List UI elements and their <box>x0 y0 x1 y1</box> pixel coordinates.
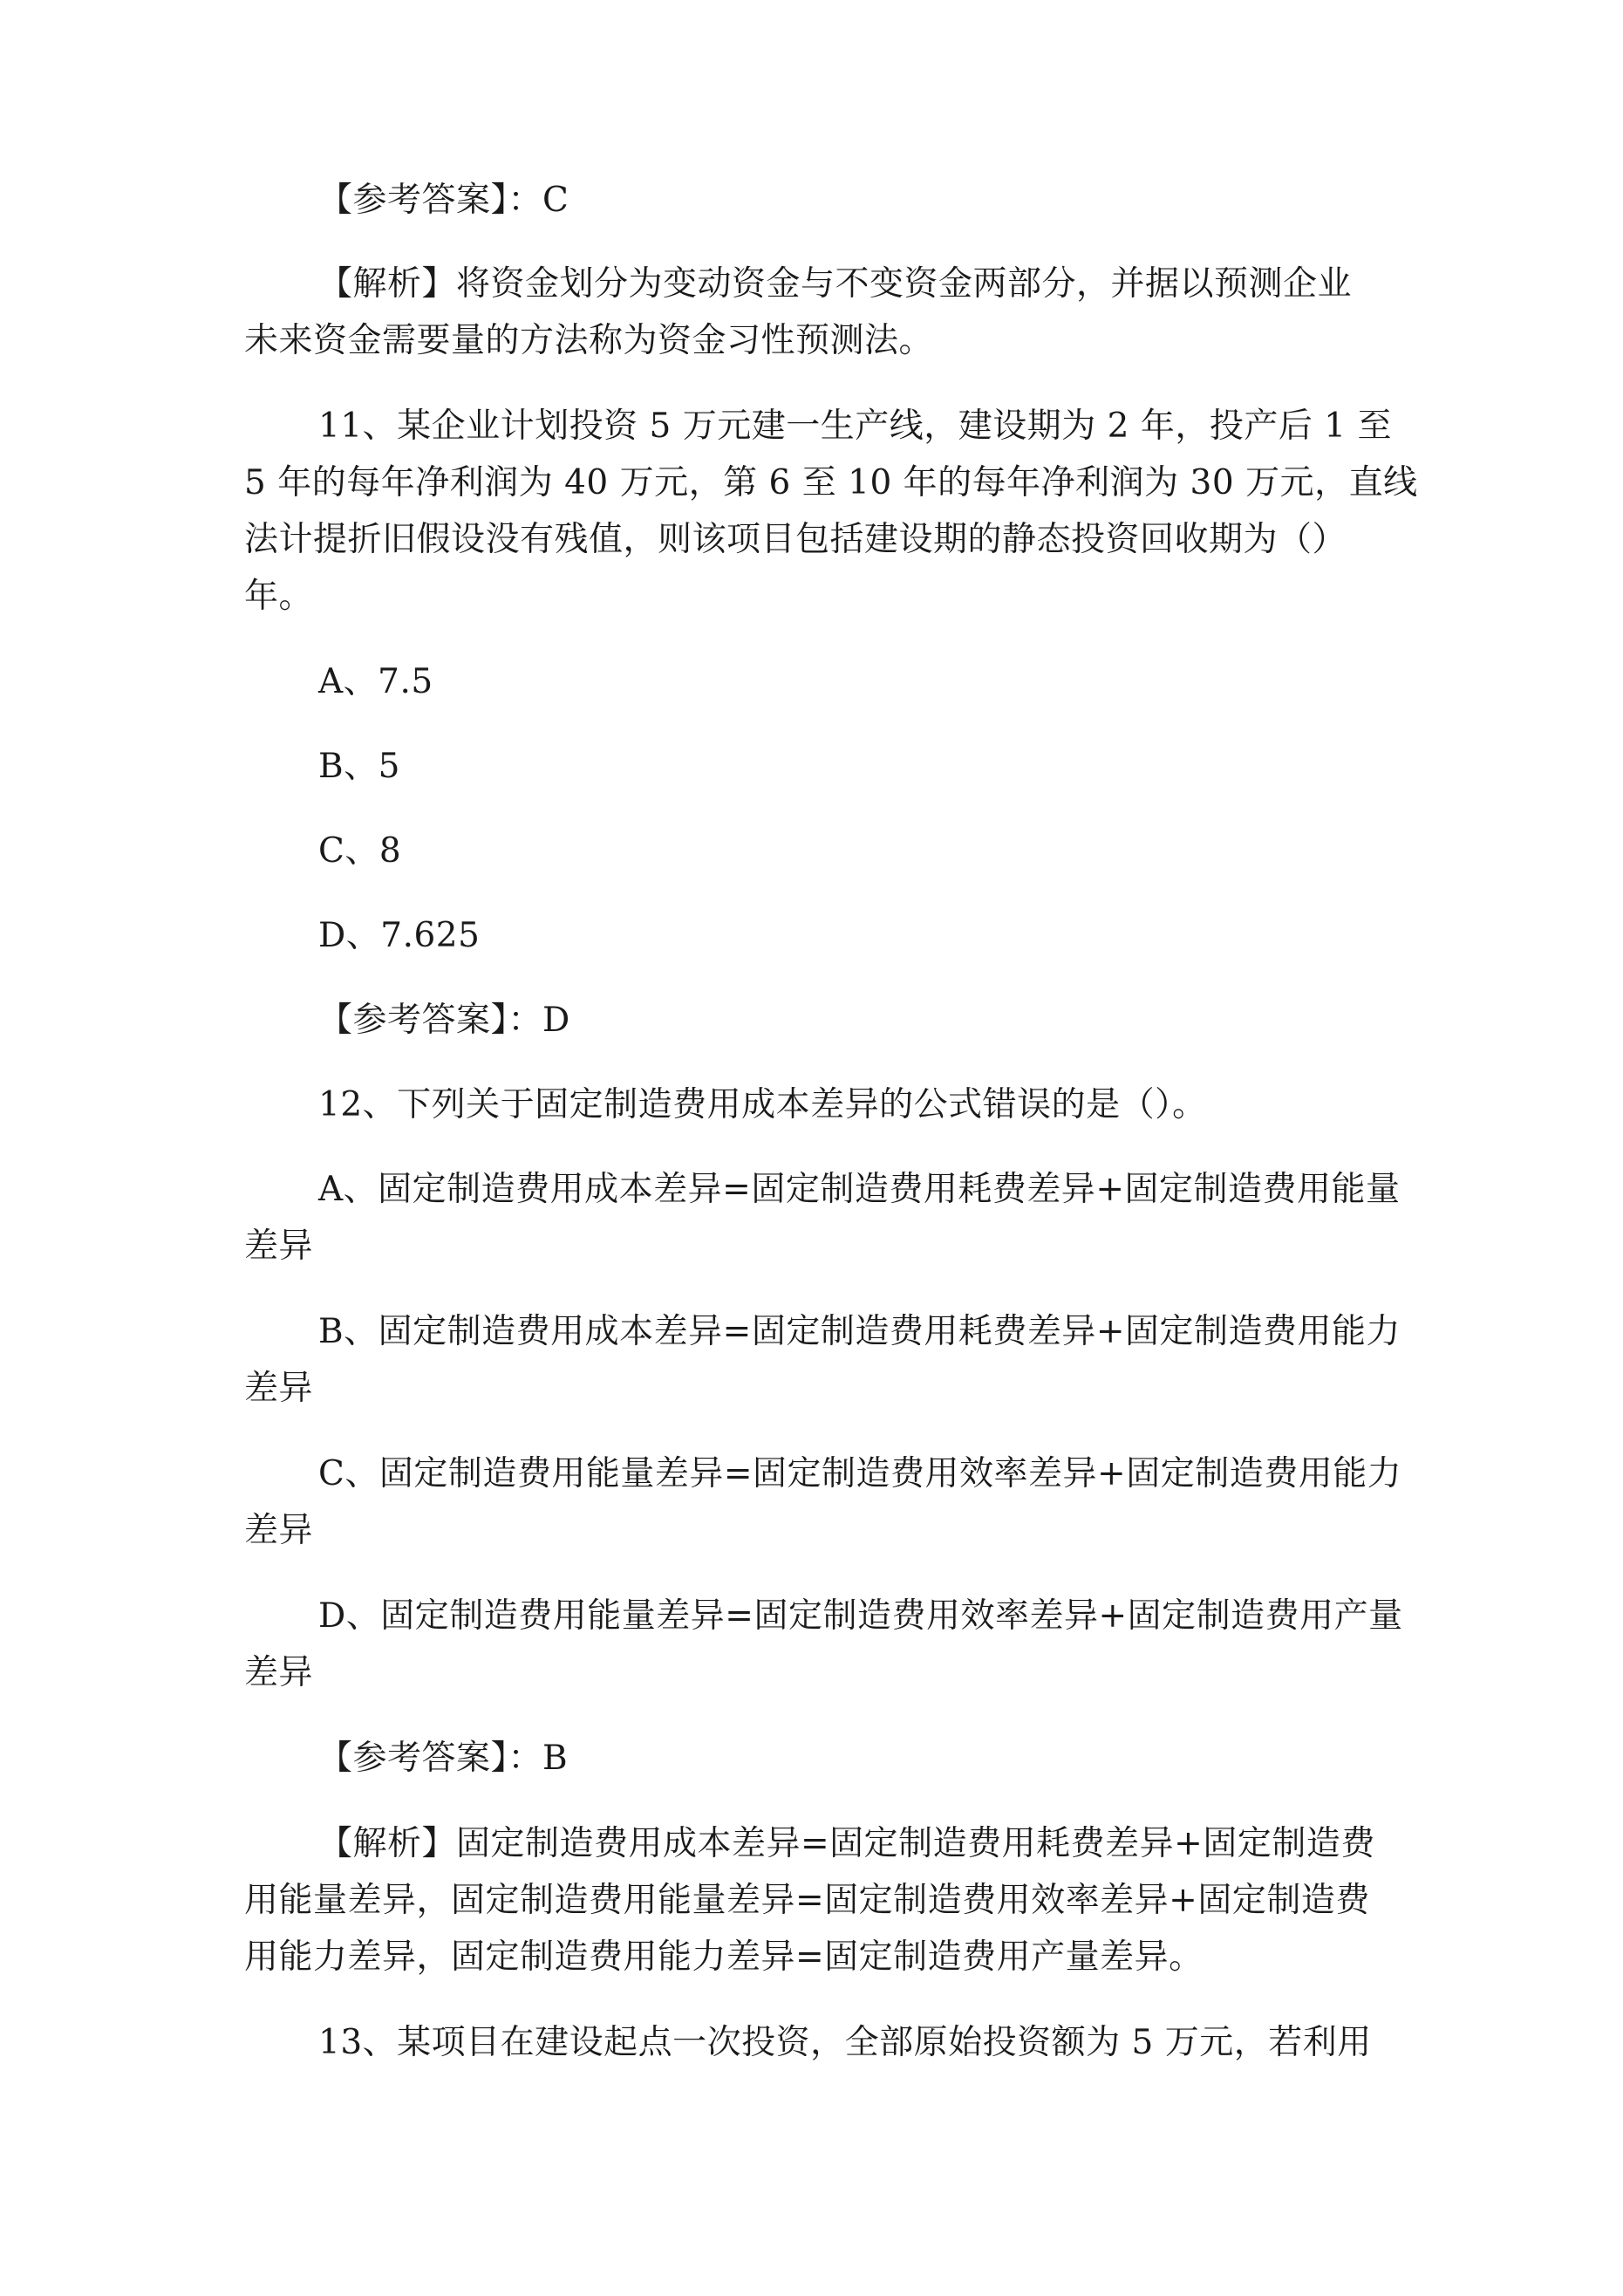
option-b-continued: 差异 <box>244 1369 314 1408</box>
option-d-continued: 差异 <box>244 1653 314 1692</box>
answer-label: 【参考答案】：C <box>318 181 569 220</box>
option-c: C、8 <box>318 831 402 871</box>
analysis-line: 【解析】将资金划分为变动资金与不变资金两部分，并据以预测企业 <box>318 264 1353 304</box>
option-a: A、7.5 <box>318 662 433 701</box>
question-11-line: 法计提折旧假设没有残值，则该项目包括建设期的静态投资回收期为（） <box>244 520 1347 559</box>
option-c: C、固定制造费用能量差异=固定制造费用效率差异+固定制造费用能力 <box>318 1454 1402 1493</box>
option-a: A、固定制造费用成本差异=固定制造费用耗费差异+固定制造费用能量 <box>318 1170 1401 1209</box>
answer-label: 【参考答案】：D <box>318 1001 570 1040</box>
question-11-line: 5 年的每年净利润为 40 万元，第 6 至 10 年的每年净利润为 30 万元，直线 <box>244 463 1418 502</box>
analysis-line: 用能力差异，固定制造费用能力差异=固定制造费用产量差异。 <box>244 1937 1204 1977</box>
analysis-line: 【解析】固定制造费用成本差异=固定制造费用耗费差异+固定制造费 <box>318 1824 1375 1863</box>
question-12-line: 12、下列关于固定制造费用成本差异的公式错误的是（）。 <box>318 1085 1207 1124</box>
option-d: D、固定制造费用能量差异=固定制造费用效率差异+固定制造费用产量 <box>318 1596 1403 1636</box>
question-11-line: 11、某企业计划投资 5 万元建一生产线，建设期为 2 年，投产后 1 至 <box>318 407 1392 446</box>
question-13-line: 13、某项目在建设起点一次投资，全部原始投资额为 5 万元，若利用 <box>318 2023 1372 2062</box>
answer-label: 【参考答案】：B <box>318 1739 569 1778</box>
question-11-line: 年。 <box>244 577 314 616</box>
option-d: D、7.625 <box>318 916 481 955</box>
option-c-continued: 差异 <box>244 1511 314 1550</box>
option-a-continued: 差异 <box>244 1227 314 1266</box>
option-b: B、固定制造费用成本差异=固定制造费用耗费差异+固定制造费用能力 <box>318 1312 1401 1351</box>
analysis-line: 未来资金需要量的方法称为资金习性预测法。 <box>244 321 934 360</box>
analysis-line: 用能量差异，固定制造费用能量差异=固定制造费用效率差异+固定制造费 <box>244 1881 1370 1920</box>
option-b: B、5 <box>318 747 400 786</box>
